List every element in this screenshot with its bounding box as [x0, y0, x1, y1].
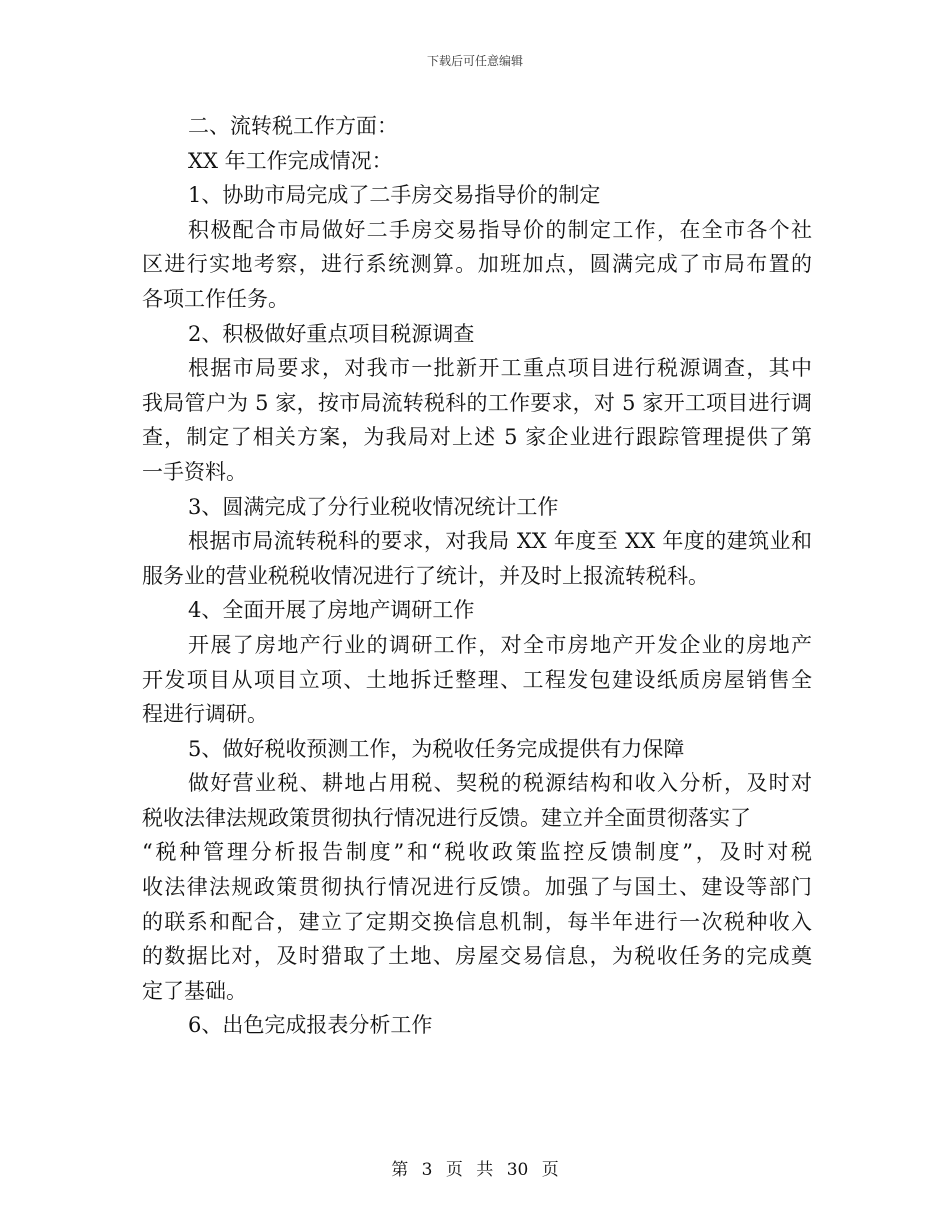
- text-line: 各项工作任务。: [142, 286, 289, 311]
- text-line: 根据市局流转税科的要求，对我局 XX 年度至 XX 年度的建筑业和: [188, 529, 812, 554]
- text-line: “税种管理分析报告制度”和“税收政策监控反馈制度”，及时对税: [142, 840, 812, 865]
- text-line: 积极配合市局做好二手房交易指导价的制定工作，在全市各个社: [188, 217, 812, 242]
- text-line: 开发项目从项目立项、土地拆迁整理、工程发包建设纸质房屋销售全: [142, 667, 812, 692]
- text-line: 3、圆满完成了分行业税收情况统计工作: [188, 494, 559, 519]
- text-line: 的数据比对，及时猎取了土地、房屋交易信息，为税收任务的完成奠: [142, 944, 812, 969]
- text-line: 我局管户为 5 家，按市局流转税科的工作要求，对 5 家开工项目进行调: [142, 390, 812, 415]
- text-line: 程进行调研。: [142, 702, 268, 727]
- page-header: 下载后可任意编辑: [426, 54, 523, 68]
- text-line: 4、全面开展了房地产调研工作: [188, 598, 475, 623]
- text-line: XX 年工作完成情况：: [188, 148, 393, 173]
- text-line: 根据市局要求，对我市一批新开工重点项目进行税源调查，其中: [188, 356, 812, 381]
- text-line: 定了基础。: [142, 978, 247, 1003]
- text-line: 服务业的营业税税收情况进行了统计，并及时上报流转税科。: [142, 563, 709, 588]
- text-line: 1、协助市局完成了二手房交易指导价的制定: [188, 183, 601, 208]
- text-line: 二、流转税工作方面：: [188, 114, 398, 138]
- text-line: 税收法律法规政策贯彻执行情况进行反馈。建立并全面贯彻落实了: [142, 805, 751, 830]
- text-line: 查，制定了相关方案，为我局对上述 5 家企业进行跟踪管理提供了第: [142, 425, 812, 450]
- text-line: 2、积极做好重点项目税源调查: [188, 321, 475, 346]
- text-line: 5、做好税收预测工作，为税收任务完成提供有力保障: [188, 736, 685, 761]
- page-footer: 第 3 页 共 30 页: [391, 1160, 559, 1180]
- document-body: [142, 109, 812, 1043]
- text-line: 一手资料。: [142, 459, 247, 484]
- text-line: 6、出色完成报表分析工作: [188, 1013, 433, 1038]
- text-line: 开展了房地产行业的调研工作，对全市房地产开发企业的房地产: [188, 632, 812, 657]
- text-line: 做好营业税、耕地占用税、契税的税源结构和收入分析，及时对: [188, 771, 812, 796]
- text-line: 的联系和配合，建立了定期交换信息机制，每半年进行一次税种收入: [142, 909, 812, 934]
- text-line: 收法律法规政策贯彻执行情况进行反馈。加强了与国土、建设等部门: [142, 875, 812, 900]
- text-line: 区进行实地考察，进行系统测算。加班加点，圆满完成了市局布置的: [142, 252, 812, 277]
